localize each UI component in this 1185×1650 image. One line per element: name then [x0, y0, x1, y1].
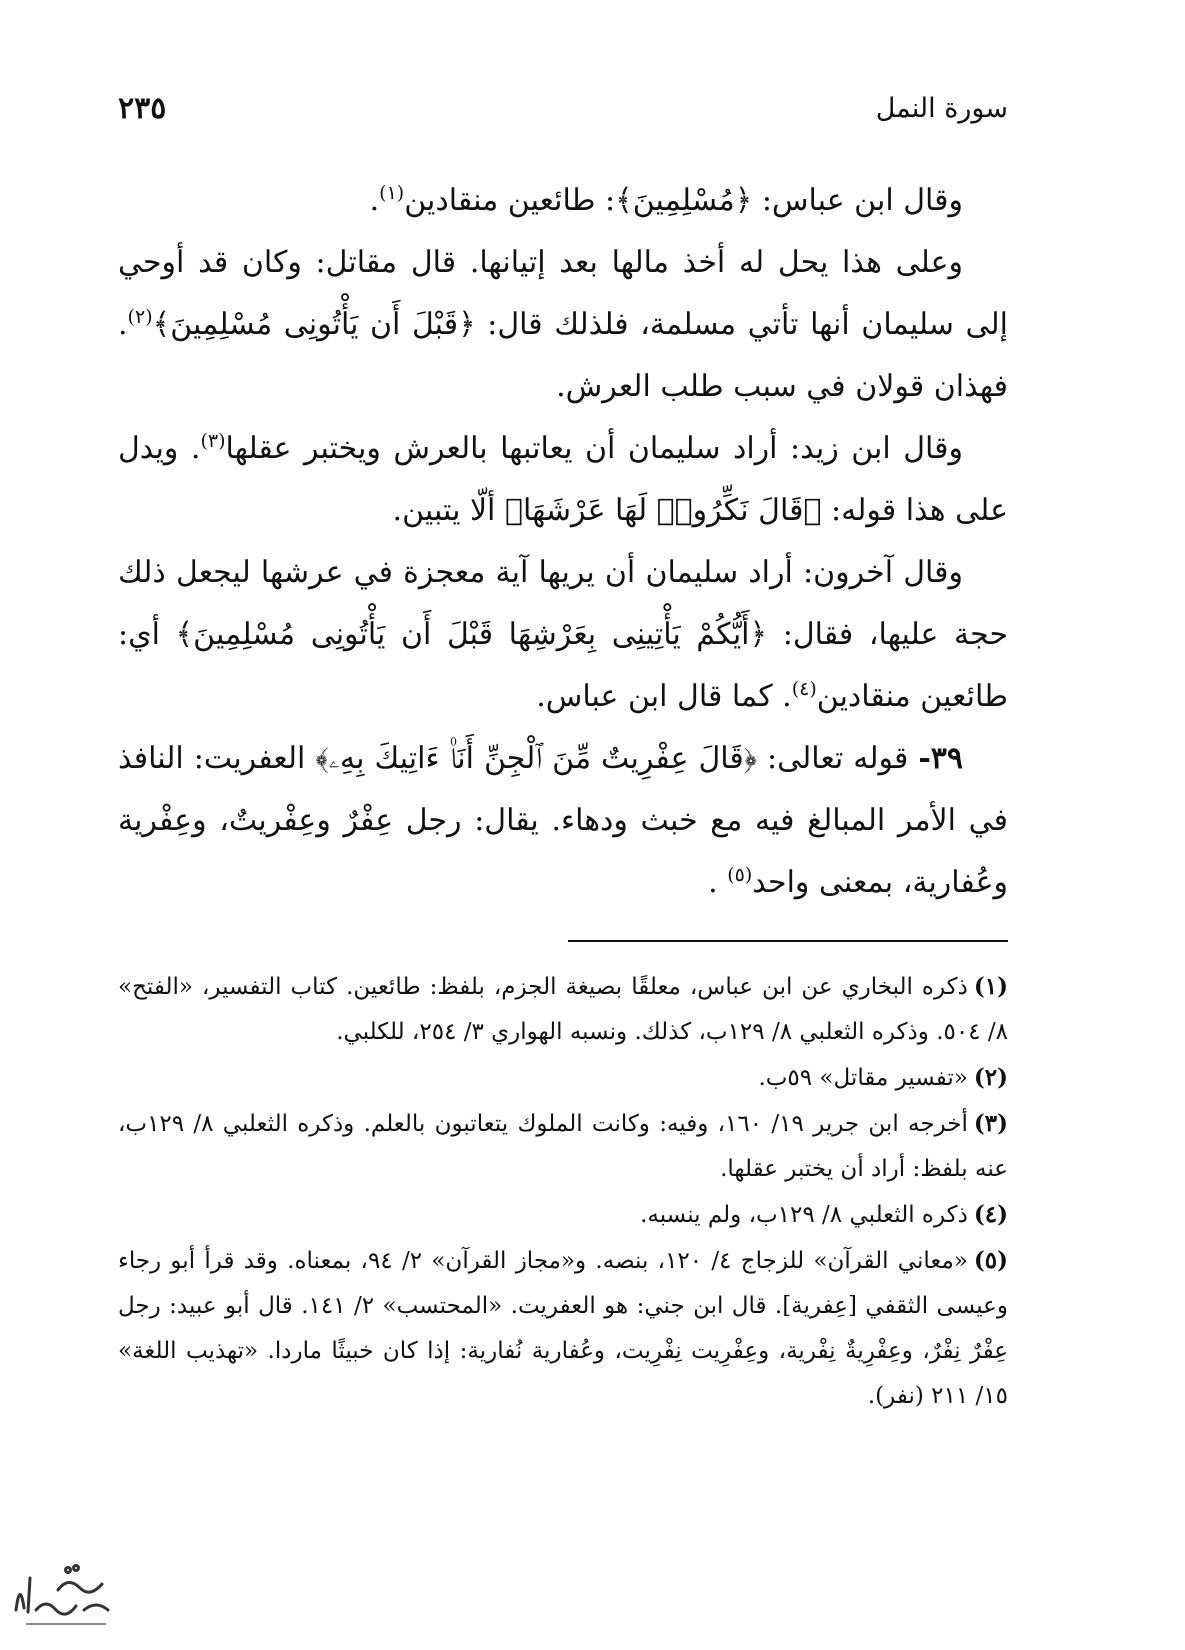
footnote-4: (٤)ذكره الثعلبي ٨/ ١٢٩ب، ولم ينسبه. — [640, 1201, 1008, 1228]
library-stamp-logo — [6, 1540, 118, 1635]
paragraph-4: وقال آخرون: أراد سليمان أن يريها آية معجزة في عرشها ليجعل ذلك حجة عليها، فقال: ﴿أَيُّكُمْ يَأْتِينِى بِعَرْشِهَا قَبْلَ أَن يَأْتُونِى مُسْلِمِينَ﴾ أي: طائعين منقادين$^{(٤)}$. كما قال ابن عباس. — [118, 555, 1008, 714]
verse-number: ٣٩- — [918, 741, 964, 776]
quran-ayah: ﴿أَيُّكُمْ يَأْتِينِى بِعَرْشِهَا قَبْلَ أَن يَأْتُونِى مُسْلِمِينَ﴾ — [175, 617, 768, 652]
footnote-3: (٣)أخرجه ابن جرير ١٩/ ١٦٠، وفيه: وكانت الملوك يتعاتبون بالعلم. وذكره الثعلبي ٨/ ١٢٩ب، عنه بلفظ: أراد أن يختبر عقلها. — [118, 1110, 1008, 1182]
paragraph-1: وقال ابن عباس: ﴿مُسْلِمِينَ﴾: طائعين منقادين$^{(١)}$. — [369, 182, 963, 218]
main-text — [118, 170, 1008, 914]
page-header — [118, 78, 1008, 138]
paragraph-3: وقال ابن زيد: أراد سليمان أن يعاتبها بالعرش ويختبر عقلها$^{(٣)}$. ويدل على هذا قوله: ﴿قَالَ نَكِّرُوا۟ لَهَا عَرْشَهَا﴾ ألّا يتبين. — [118, 430, 1008, 528]
quran-ayah: ﴿قَالَ عِفْرِيتٌ مِّنَ ٱلْجِنِّ أَنَا۠ ءَاتِيكَ بِهِۦ﴾ — [315, 741, 758, 776]
quran-ayah: ﴿قَالَ نَكِّرُوا۟ لَهَا عَرْشَهَا﴾ — [504, 493, 822, 528]
quran-ayah: ﴿قَبْلَ أَن يَأْتُونِى مُسْلِمِينَ﴾ — [152, 307, 476, 342]
footnote-ref-2[interactable]: (٢) — [127, 306, 153, 328]
paragraph-2: وعلى هذا يحل له أخذ مالها بعد إتيانها. قال مقاتل: وكان قد أوحي إلى سليمان أنها تأتي مسلمة، فلذلك قال: ﴿قَبْلَ أَن يَأْتُونِى مُسْلِمِينَ﴾$^{(٢)}$. فهذان قولان في سبب طلب العرش. — [118, 245, 1008, 404]
footnote-divider — [568, 940, 1008, 942]
footnote-ref-4[interactable]: (٤) — [791, 678, 817, 700]
sura-title: سورة النمل — [875, 92, 1008, 124]
footnote-ref-5[interactable]: (٥) — [727, 864, 753, 886]
paragraph-5: ٣٩- قوله تعالى: ﴿قَالَ عِفْرِيتٌ مِّنَ ٱلْجِنِّ أَنَا۠ ءَاتِيكَ بِهِۦ﴾ العفريت: النافذ في الأمر المبالغ فيه مع خبث ودهاء. يقال: رجل عِفْرٌ وعِفْريتٌ، وعِفْرية وعُفارية، بمعنى واحد$^{(٥)}$ . — [118, 741, 1008, 900]
footnote-ref-3[interactable]: (٣) — [200, 430, 226, 452]
footnote-5: (٥)«معاني القرآن» للزجاج ٤/ ١٢٠، بنصه. و«مجاز القرآن» ٢/ ٩٤، بمعناه. وقد قرأ أبو رجاء وعيسى الثقفي [عِفرية]. قال ابن جني: هو العفريت. «المحتسب» ٢/ ١٤١. قال أبو عبيد: رجل عِفْرٌ نِفْرٌ، وعِفْرِيةٌ نِفْرية، وعِفْرِيت نِفْرِيت، وعُفارية نُفارية: إذا كان خبيثًا ماردا. «تهذيب اللغة» ١٥/ ٢١١ (نفر). — [118, 1247, 1009, 1409]
quran-ayah: ﴿مُسْلِمِينَ﴾ — [615, 183, 753, 218]
footnote-2: (٢)«تفسير مقاتل» ٥٩ب. — [758, 1064, 1008, 1091]
footnote-1: (١)ذكره البخاري عن ابن عباس، معلقًا بصيغة الجزم، بلفظ: طائعين. كتاب التفسير، «الفتح» ٨/ ٥٠٤. وذكره الثعلبي ٨/ ١٢٩ب، كذلك. ونسبه الهواري ٣/ ٢٥٤، للكلبي. — [118, 973, 1008, 1045]
page-number: ٢٣٥ — [118, 90, 167, 126]
footnotes — [118, 964, 1008, 1419]
page — [118, 78, 1008, 1618]
footnote-ref-1[interactable]: (١) — [379, 182, 405, 204]
